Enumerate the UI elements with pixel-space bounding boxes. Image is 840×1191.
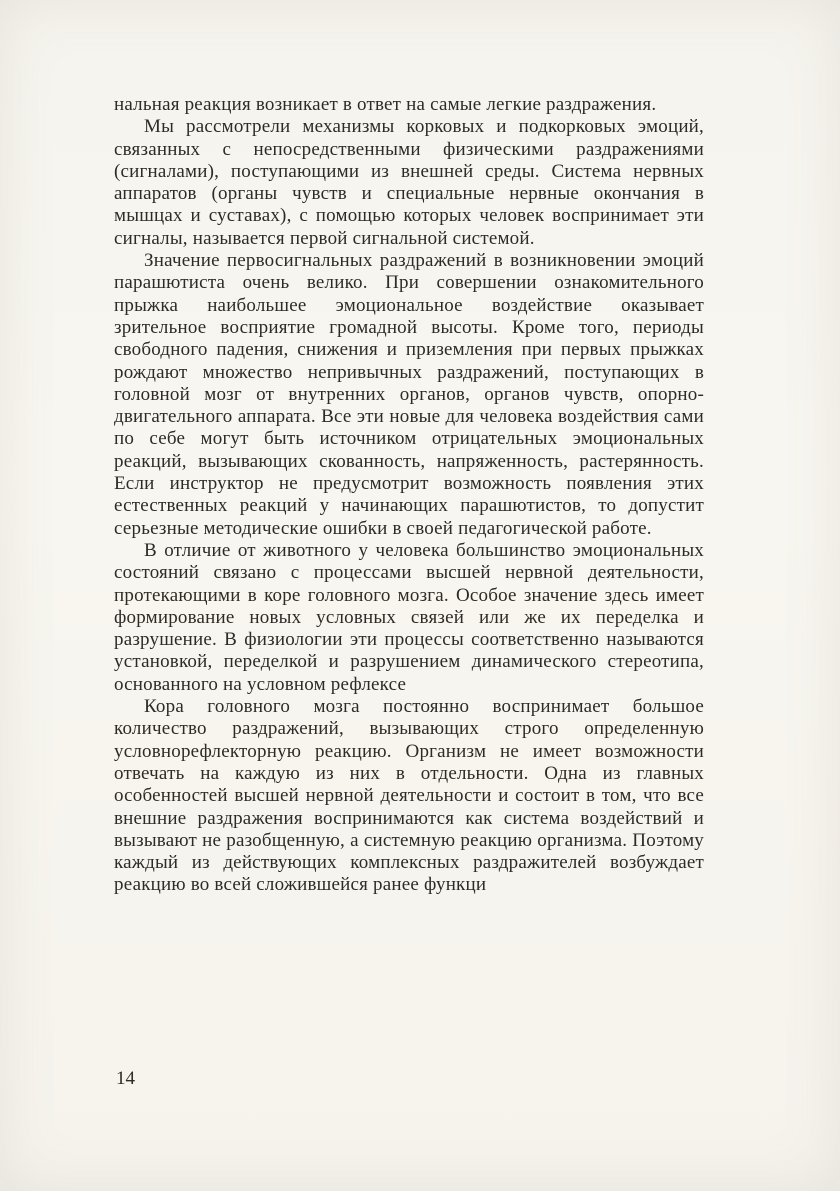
paragraph: В отличие от животного у человека большинство эмоциональных состояний связано с процессами высшей нервной деятельности, протекающими в коре головного мозга. Особое значение здесь имеет формирование новых условных связей или же их переделка и разрушение. В физиологии эти процессы соответственно называются установкой, переделкой и разрушением динамического стереотипа, основанного на условном рефлексе [114, 539, 704, 695]
page-number: 14 [116, 1068, 135, 1089]
paragraph: Мы рассмотрели механизмы корковых и подкорковых эмоций, связанных с непосредственными физическими раздражениями (сигналами), поступающими из внешней среды. Система нервных аппаратов (органы чувств и специальные нервные окончания в мышцах и суставах), с помощью которых человек воспринимает эти сигналы, называется первой сигнальной системой. [114, 116, 704, 249]
paragraph: Значение первосигнальных раздражений в возникновении эмоций парашютиста очень велико. При совершении ознакомительного прыжка наибольшее эмоциональное воздействие оказывает зрительное восприятие громадной высоты. Кроме того, периоды свободного падения, снижения и приземления при первых прыжках рождают множество непривычных раздражений, поступающих в головной мозг от внутренних органов, органов чувств, опорно-двигательного аппарата. Все эти новые для человека воздействия сами по себе могут быть источником отрицательных эмоциональных реакций, вызывающих скованность, напряженность, растерянность. Если инструктор не предусмотрит возможность появления этих естественных реакций у начинающих парашютистов, то допустит серьезные методические ошибки в своей педагогической работе. [114, 250, 704, 539]
text-block [114, 94, 704, 897]
paragraph: нальная реакция возникает в ответ на самые легкие раздражения. [114, 94, 657, 115]
paragraph: Кора головного мозга постоянно воспринимает большое количество раздражений, вызывающих строго определенную условнорефлекторную реакцию. Организм не имеет возможности отвечать на каждую из них в отдельности. Одна из главных особенностей высшей нервной деятельности и состоит в том, что все внешние раздражения воспринимаются как система воздействий и вызывают не разобщенную, а системную реакцию организма. Поэтому каждый из действующих комплексных раздражителей возбуждает реакцию во всей сложившейся ранее функци [114, 696, 704, 896]
